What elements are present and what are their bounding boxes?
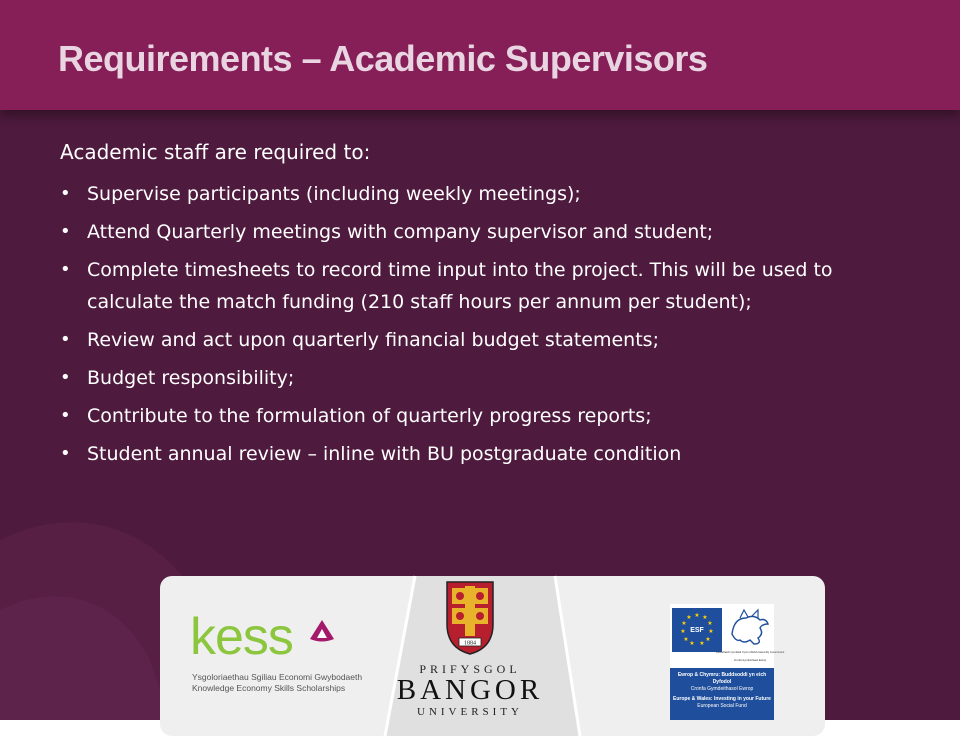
kess-logo: [190, 606, 390, 716]
svg-text:★: ★: [680, 628, 686, 635]
bullet-icon: •: [60, 183, 71, 204]
svg-text:★: ★: [699, 640, 705, 647]
bullet-icon: •: [60, 443, 71, 464]
bullet-text: Contribute to the formulation of quarterly progress reports;: [87, 405, 652, 427]
esf-fund-cy: Cronfa Gymdeithasol Ewrop: [733, 659, 767, 662]
triangle-icon: [308, 618, 336, 642]
esf-gov-text: Llywodraeth Cynulliad Cymru Welsh Assembly Government: [715, 651, 785, 654]
esf-caption: [670, 668, 774, 720]
slide-title: Requirements – Academic Supervisors: [58, 38, 708, 79]
bullet-item: [60, 216, 850, 248]
kess-tagline-en: Knowledge Economy Skills Scholarships: [192, 683, 346, 693]
esf-line2: Cronfa Gymdeithasol Ewrop: [690, 686, 754, 692]
bullet-text: Student annual review – inline with BU postgraduate condition: [87, 443, 682, 465]
esf-line4: European Social Fund: [697, 703, 747, 709]
slide-body: [60, 140, 850, 476]
kess-wordmark: kess: [190, 608, 293, 666]
bullet-item: [60, 400, 850, 432]
esf-flag-label: ESF: [690, 627, 704, 634]
bullet-text: Budget responsibility;: [87, 367, 295, 389]
bullet-list: [60, 178, 850, 470]
bangor-university-logo: [380, 580, 560, 730]
bullet-icon: •: [60, 259, 71, 280]
bullet-icon: •: [60, 405, 71, 426]
svg-text:★: ★: [707, 620, 713, 627]
bullet-item: [60, 254, 850, 318]
svg-text:★: ★: [686, 614, 692, 621]
bullet-text: Complete timesheets to record time input into the project. This will be used to calculate the match funding (210 staff hours per annum per student);: [87, 259, 833, 313]
bullet-item: [60, 362, 850, 394]
svg-text:★: ★: [681, 620, 687, 627]
svg-text:★: ★: [708, 628, 714, 635]
svg-text:★: ★: [702, 614, 708, 621]
bullet-icon: •: [60, 221, 71, 242]
svg-text:★: ★: [694, 612, 700, 619]
bullet-item: [60, 438, 850, 470]
svg-text:★: ★: [689, 640, 695, 647]
bullet-text: Supervise participants (including weekly meetings);: [87, 183, 581, 205]
intro-text: Academic staff are required to:: [60, 140, 371, 164]
esf-flag-area: [670, 604, 785, 668]
eu-flag-icon: [670, 604, 785, 668]
crest-year: 1884: [464, 640, 476, 647]
bangor-university: UNIVERSITY: [417, 706, 523, 718]
welsh-dragon-icon: [732, 610, 768, 644]
esf-logo: [670, 604, 785, 720]
bullet-item: [60, 324, 850, 356]
bullet-item: [60, 178, 850, 210]
kess-tagline-cy: Ysgoloriaethau Sgiliau Economi Gwybodaeth: [192, 672, 363, 682]
logo-footer: [160, 576, 825, 736]
esf-line1: Ewrop & Chymru: Buddsoddi yn eich Dyfodol: [677, 672, 767, 685]
crest-icon: [444, 580, 496, 656]
bullet-icon: •: [60, 367, 71, 388]
svg-text:★: ★: [705, 636, 711, 643]
esf-line3: Europe & Wales: Investing in your Future: [673, 696, 771, 702]
bullet-icon: •: [60, 329, 71, 350]
kess-tagline: [192, 672, 362, 694]
bangor-prifysgol: PRIFYSGOL: [419, 662, 521, 676]
svg-text:★: ★: [683, 636, 689, 643]
bullet-text: Review and act upon quarterly financial budget statements;: [87, 329, 659, 351]
bullet-text: Attend Quarterly meetings with company supervisor and student;: [87, 221, 714, 243]
bangor-name: BANGOR: [396, 674, 544, 706]
title-bar: [0, 0, 960, 110]
